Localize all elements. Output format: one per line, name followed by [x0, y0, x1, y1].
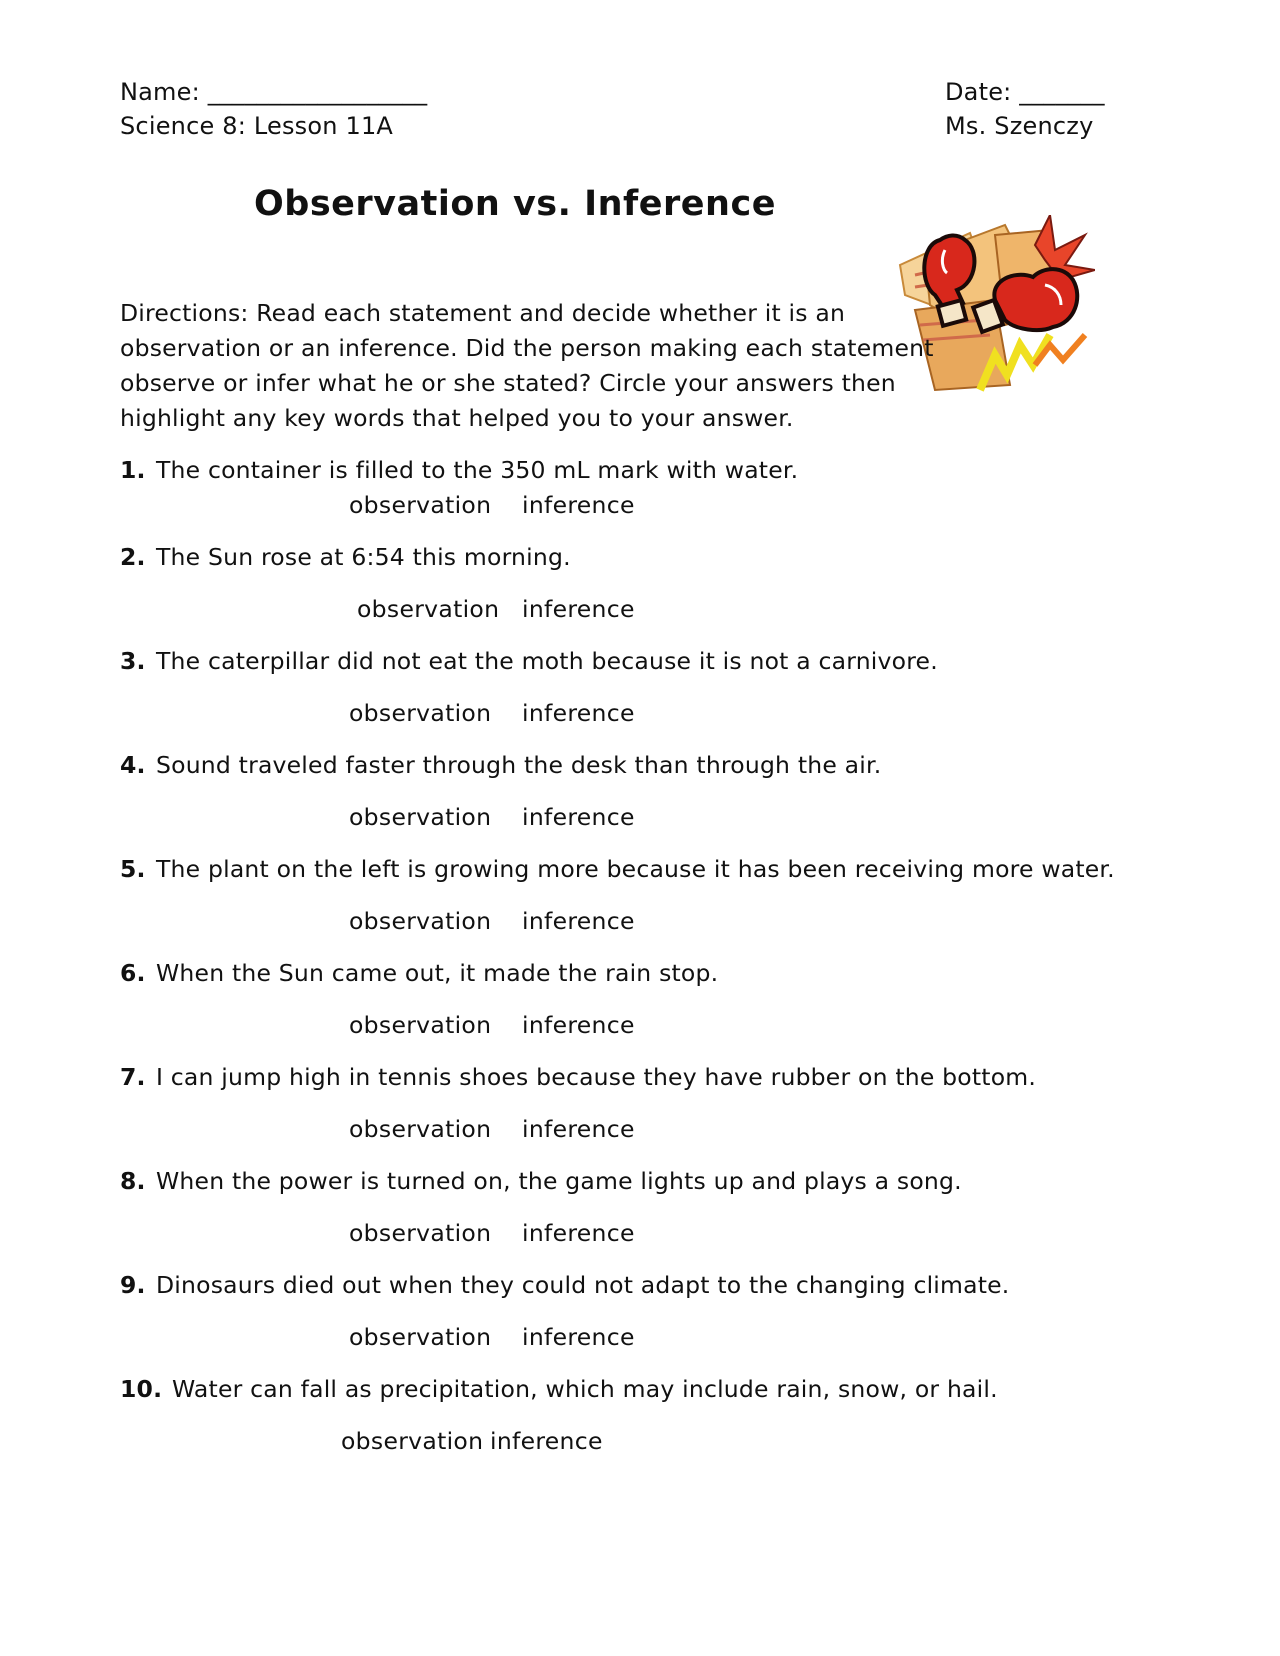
- directions-text: Directions: Read each statement and decide whether it is an observation or an inference. Did the person making each statement observe or infer what he or she stated? Circle your answers then highlight any key words that helped you to your answer.: [120, 299, 934, 432]
- teacher-label: Ms. Szenczy: [945, 112, 1094, 140]
- q3-observation-choice[interactable]: observation: [349, 699, 492, 727]
- q8-inference-choice[interactable]: inference: [522, 1219, 635, 1247]
- question-7: [120, 1063, 1036, 1091]
- question-1: [120, 456, 798, 484]
- q2-inference-choice[interactable]: inference: [522, 595, 635, 623]
- q2-observation-choice[interactable]: observation: [357, 595, 500, 623]
- question-5: [120, 855, 1115, 883]
- question-9: [120, 1271, 1009, 1299]
- question-8: [120, 1167, 962, 1195]
- question-text: I can jump high in tennis shoes because they have rubber on the bottom.: [156, 1063, 1037, 1091]
- q1-observation-choice[interactable]: observation: [349, 491, 492, 519]
- page-title: Observation vs. Inference: [254, 184, 776, 224]
- q7-observation-choice[interactable]: observation: [349, 1115, 492, 1143]
- question-3: [120, 647, 938, 675]
- question-2: [120, 543, 571, 571]
- q6-inference-choice[interactable]: inference: [522, 1011, 635, 1039]
- q4-observation-choice[interactable]: observation: [349, 803, 492, 831]
- question-10: [120, 1375, 998, 1403]
- question-number: 1.: [120, 456, 146, 484]
- q10-inference-choice[interactable]: inference: [490, 1427, 603, 1455]
- question-number: 7.: [120, 1063, 146, 1091]
- name-field-label: Name: __________________: [120, 78, 428, 106]
- question-6: [120, 959, 718, 987]
- question-number: 3.: [120, 647, 146, 675]
- q7-inference-choice[interactable]: inference: [522, 1115, 635, 1143]
- question-number: 6.: [120, 959, 146, 987]
- question-number: 4.: [120, 751, 146, 779]
- q10-observation-choice[interactable]: observation: [341, 1427, 484, 1455]
- question-text: The plant on the left is growing more because it has been receiving more water.: [156, 855, 1115, 883]
- q3-inference-choice[interactable]: inference: [522, 699, 635, 727]
- question-text: When the Sun came out, it made the rain stop.: [156, 959, 719, 987]
- question-text: The caterpillar did not eat the moth because it is not a carnivore.: [156, 647, 938, 675]
- question-text: The container is filled to the 350 mL mark with water.: [156, 456, 799, 484]
- question-number: 9.: [120, 1271, 146, 1299]
- question-4: [120, 751, 881, 779]
- lesson-label: Science 8: Lesson 11A: [120, 112, 394, 140]
- question-number: 2.: [120, 543, 146, 571]
- question-number: 10.: [120, 1375, 163, 1403]
- question-text: Water can fall as precipitation, which may include rain, snow, or hail.: [172, 1375, 998, 1403]
- date-field-label: Date: _______: [945, 78, 1105, 106]
- question-text: When the power is turned on, the game lights up and plays a song.: [156, 1167, 962, 1195]
- q5-inference-choice[interactable]: inference: [522, 907, 635, 935]
- question-number: 5.: [120, 855, 146, 883]
- q9-observation-choice[interactable]: observation: [349, 1323, 492, 1351]
- question-text: The Sun rose at 6:54 this morning.: [156, 543, 571, 571]
- question-text: Dinosaurs died out when they could not adapt to the changing climate.: [156, 1271, 1010, 1299]
- q6-observation-choice[interactable]: observation: [349, 1011, 492, 1039]
- q4-inference-choice[interactable]: inference: [522, 803, 635, 831]
- question-text: Sound traveled faster through the desk than through the air.: [156, 751, 882, 779]
- question-number: 8.: [120, 1167, 146, 1195]
- q1-inference-choice[interactable]: inference: [522, 491, 635, 519]
- q8-observation-choice[interactable]: observation: [349, 1219, 492, 1247]
- q5-observation-choice[interactable]: observation: [349, 907, 492, 935]
- q9-inference-choice[interactable]: inference: [522, 1323, 635, 1351]
